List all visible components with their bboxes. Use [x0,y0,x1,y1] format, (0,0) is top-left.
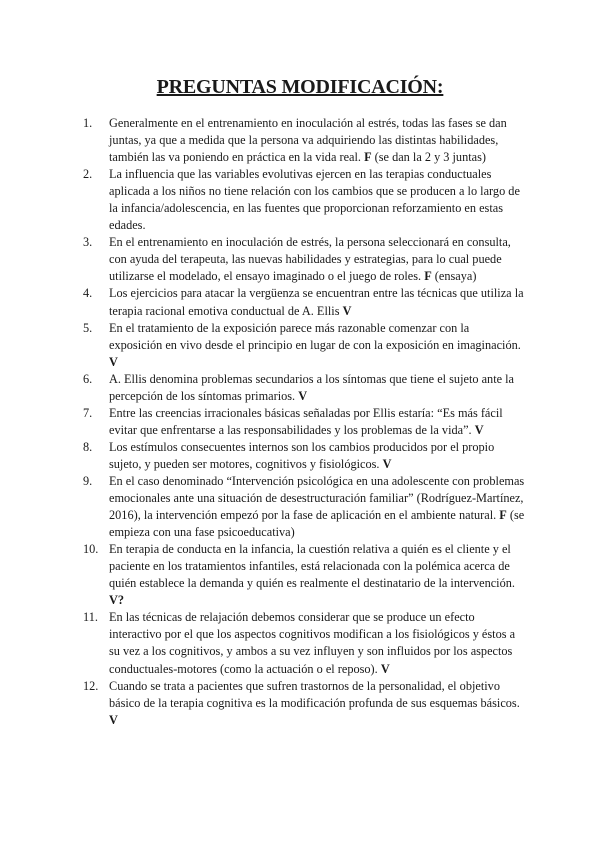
page-title: PREGUNTAS MODIFICACIÓN: [156,76,444,98]
question-number: 1. [83,116,93,130]
list-item [83,541,525,609]
answer-note: (se empieza con una fase psicoeducativa) [109,508,525,540]
question-text: En el caso denominado “Intervención psicológica en una adolescente con problemas emocionales ante una situación de desestructuración familiar” (Rodríguez-Martínez, 2016), la intervención empezó por la fase de aplicación en el ambiente natural. [109,473,525,523]
list-item [83,473,525,541]
question-text: En el entrenamiento en inoculación de estrés, la persona seleccionará en consulta, con ayuda del terapeuta, las nuevas habilidades y estrategias, para lo cual puede utilizarse el modelado, el ensayo imaginado o el juego de roles. [109,235,511,284]
question-number: 5. [83,320,93,335]
answer-mark: V [298,388,308,403]
answer-mark: F [364,150,372,165]
list-item [83,115,525,166]
question-text: Los estímulos consecuentes internos son los cambios producidos por el propio sujeto, y pueden ser motores, cognitivos y fisiológicos. [109,439,495,471]
list-item [83,678,525,729]
answer-mark: V [474,422,484,437]
list-item [83,234,525,285]
list-item [83,166,525,234]
answer-mark: V? [109,593,125,608]
answer-mark: V [109,354,118,369]
question-number: 8. [83,439,93,454]
answer-mark: F [499,508,507,523]
question-text: Cuando se trata a pacientes que sufren trastornos de la personalidad, el objetivo básico de la terapia cognitiva es la modificación profunda de sus esquemas básicos. [109,678,520,710]
question-text: A. Ellis denomina problemas secundarios a los síntomas que tiene el sujeto ante la percepción de los síntomas primarios. [109,371,515,403]
question-text: La influencia que las variables evolutivas ejercen en las terapias conductuales aplicada a los niños no tiene relación con los cambios que se producen a lo largo de la infancia/adolescencia, en las fuentes que proporcionan reforzamiento en estas edades. [109,167,520,233]
answer-mark: V [342,303,352,318]
answer-mark: V [382,456,392,471]
question-number: 10. [83,542,99,557]
question-text: En el tratamiento de la exposición parece más razonable comenzar con la exposición en vivo desde el principio en lugar de con la exposición en imaginación. [109,320,521,352]
question-number: 3. [83,235,93,250]
answer-mark: F [424,269,432,284]
question-number: 6. [83,371,93,386]
question-number: 2. [83,167,93,182]
question-number: 11. [83,610,98,625]
question-text: Entre las creencias irracionales básicas señaladas por Ellis estaría: “Es más fácil evitar que enfrentarse a las responsabilidades y los problemas de la vida”. [109,405,503,437]
question-number: 4. [83,286,93,301]
answer-mark: V [380,661,390,676]
question-list [83,115,525,729]
list-item [83,285,525,319]
answer-mark: V [109,712,118,727]
question-number: 7. [83,405,93,420]
list-item [83,371,525,405]
question-text: Los ejercicios para atacar la vergüenza se encuentran entre las técnicas que utiliza la terapia racional emotiva conductual de A. Ellis [109,286,524,318]
question-text: En terapia de conducta en la infancia, la cuestión relativa a quién es el cliente y el paciente en los tratamientos infantiles, está relacionada con la polémica acerca de quién establece la demanda y quién es realmente el destinatario de la intervención. [109,542,515,591]
answer-note: (se dan la 2 y 3 juntas) [374,150,486,165]
question-text: Generalmente en el entrenamiento en inoculación al estrés, todas las fases se dan juntas, ya que a medida que la persona va adquiriendo las distintas habilidades, también las va poniendo en práctica en la vida real. [109,116,507,165]
list-item [83,320,525,371]
question-number: 9. [83,473,93,488]
list-item [83,609,525,677]
list-item [83,439,525,473]
answer-note: (ensaya) [434,269,477,284]
question-text: En las técnicas de relajación debemos considerar que se produce un efecto interactivo por el que los aspectos cognitivos modifican a los fisiológicos y éstos a su vez a los cognitivos, y ambos a su vez influyen y son influidos por los aspectos conductuales-motores (como la actuación o el reposo). [109,610,516,676]
list-item [83,405,525,439]
question-number: 12. [83,678,99,693]
